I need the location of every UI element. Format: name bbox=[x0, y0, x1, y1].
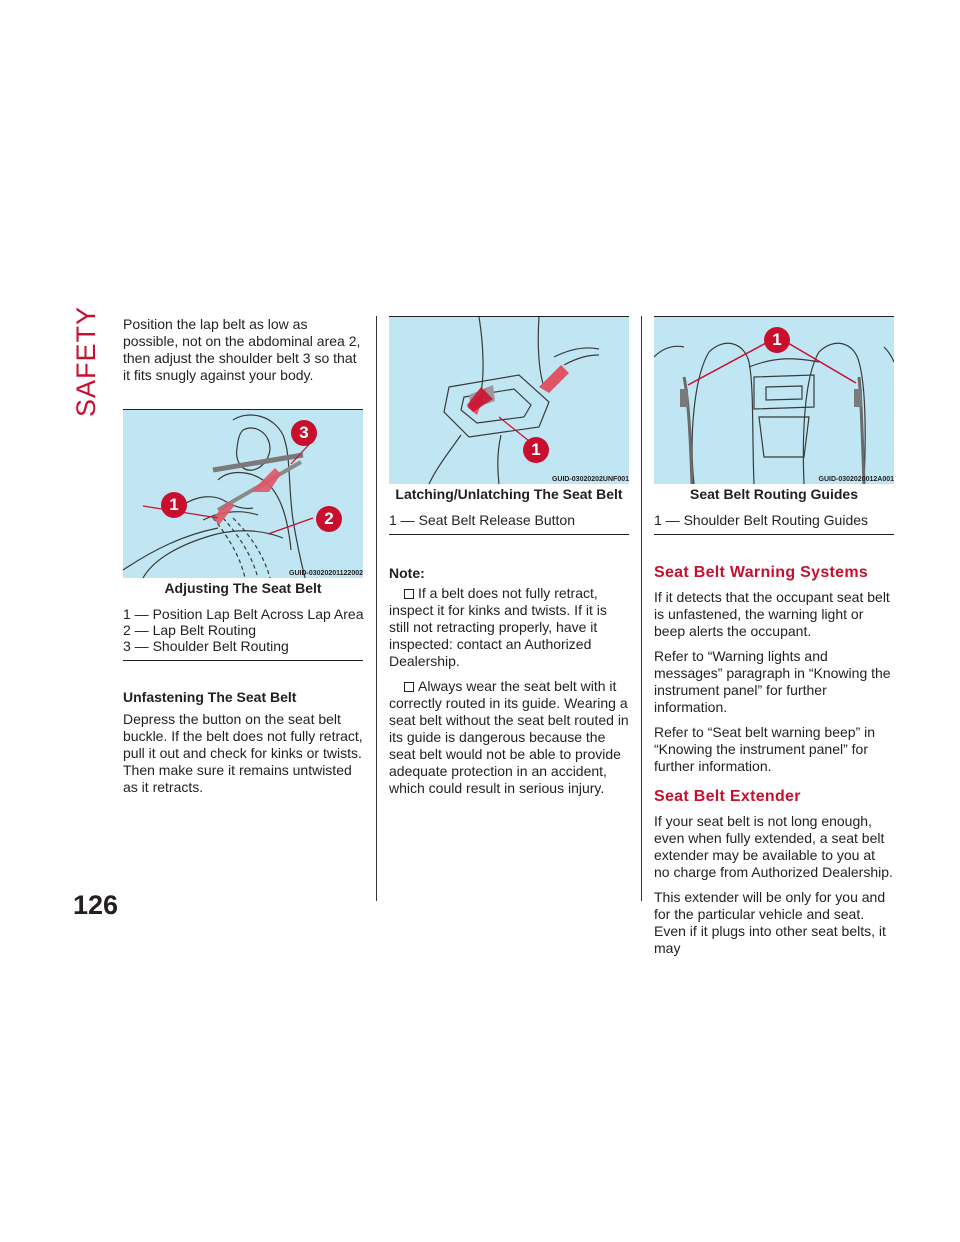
column-1 bbox=[123, 316, 363, 804]
callout-1: 1 bbox=[161, 492, 187, 518]
legend-item: 1 — Position Lap Belt Across Lap Area bbox=[123, 606, 364, 622]
heading-seat-belt-warning: Seat Belt Warning Systems bbox=[654, 564, 869, 581]
legend-item: 3 — Shoulder Belt Routing bbox=[123, 638, 289, 654]
figure-caption: Latching/Unlatching The Seat Belt bbox=[395, 486, 623, 502]
section-tab bbox=[71, 305, 102, 417]
unfasten-paragraph: Depress the button on the seat belt buckle. If the belt does not fully retract, pull it out and check for kinks or twists. Then make sure it remains untwisted as it retracts. bbox=[123, 711, 363, 795]
figure-id: GUID-03020201122002 bbox=[289, 570, 363, 577]
seat-belt-latch-illustration bbox=[389, 317, 629, 484]
intro-paragraph: Position the lap belt as low as possible, not on the abdominal area 2, then adjust the shoulder belt 3 so that it fits snugly against your body. bbox=[123, 316, 361, 383]
figure-legend bbox=[654, 512, 894, 535]
callout-2: 2 bbox=[316, 506, 342, 532]
legend-item: 2 — Lap Belt Routing bbox=[123, 622, 257, 638]
seat-belt-adjust-illustration bbox=[123, 410, 363, 578]
callout-3: 3 bbox=[291, 420, 317, 446]
warning-paragraph: Refer to “Seat belt warning beep” in “Knowing the instrument panel” for further information. bbox=[654, 724, 876, 774]
note-bullet: Always wear the seat belt with it correctly routed in its guide. Wearing a seat belt without the seat belt routed in its guide is dangerous because the seat belt would not be able to provide adequate protection in an accident, which could result in serious injury. bbox=[389, 678, 629, 796]
figure-adjusting-seat-belt bbox=[123, 409, 363, 578]
callout-1: 1 bbox=[764, 327, 790, 353]
checkbox-bullet-icon bbox=[404, 682, 414, 692]
checkbox-bullet-icon bbox=[404, 589, 414, 599]
figure-legend bbox=[123, 606, 363, 661]
figure-latching-seat-belt bbox=[389, 316, 629, 484]
column-divider bbox=[641, 316, 642, 901]
warning-paragraph: If it detects that the occupant seat belt is unfastened, the warning light or beep alerts the occupant. bbox=[654, 589, 890, 639]
heading-seat-belt-extender: Seat Belt Extender bbox=[654, 788, 801, 805]
figure-legend bbox=[389, 512, 629, 535]
figure-id: GUID-0302020012A001 bbox=[818, 476, 894, 483]
subheading-unfastening: Unfastening The Seat Belt bbox=[123, 689, 297, 705]
legend-item: 1 — Shoulder Belt Routing Guides bbox=[654, 512, 869, 528]
section-tab-label: SAFETY bbox=[71, 305, 102, 417]
figure-routing-guides bbox=[654, 316, 894, 484]
page-number: 126 bbox=[73, 890, 119, 920]
note-title: Note: bbox=[389, 565, 425, 581]
figure-id: GUID-03020202UNF001 bbox=[551, 476, 629, 483]
figure-caption: Adjusting The Seat Belt bbox=[164, 580, 322, 596]
column-divider bbox=[376, 316, 377, 901]
column-3 bbox=[654, 316, 894, 965]
extender-paragraph: If your seat belt is not long enough, even when fully extended, a seat belt extender may be available to you at no charge from Authorized Dealership. bbox=[654, 813, 893, 880]
figure-caption: Seat Belt Routing Guides bbox=[689, 486, 858, 502]
callout-1: 1 bbox=[523, 437, 549, 463]
legend-item: 1 — Seat Belt Release Button bbox=[389, 512, 575, 528]
extender-paragraph: This extender will be only for you and for the particular vehicle and seat. Even if it plugs into other seat belts, it may bbox=[654, 889, 886, 956]
note-bullet: If a belt does not fully retract, inspect it for kinks and twists. If it is still not retracting properly, have it inspected: contact an Authorized Dealership. bbox=[389, 585, 607, 669]
column-2 bbox=[389, 316, 629, 805]
warning-paragraph: Refer to “Warning lights and messages” paragraph in “Knowing the instrument panel” for further information. bbox=[654, 648, 891, 715]
